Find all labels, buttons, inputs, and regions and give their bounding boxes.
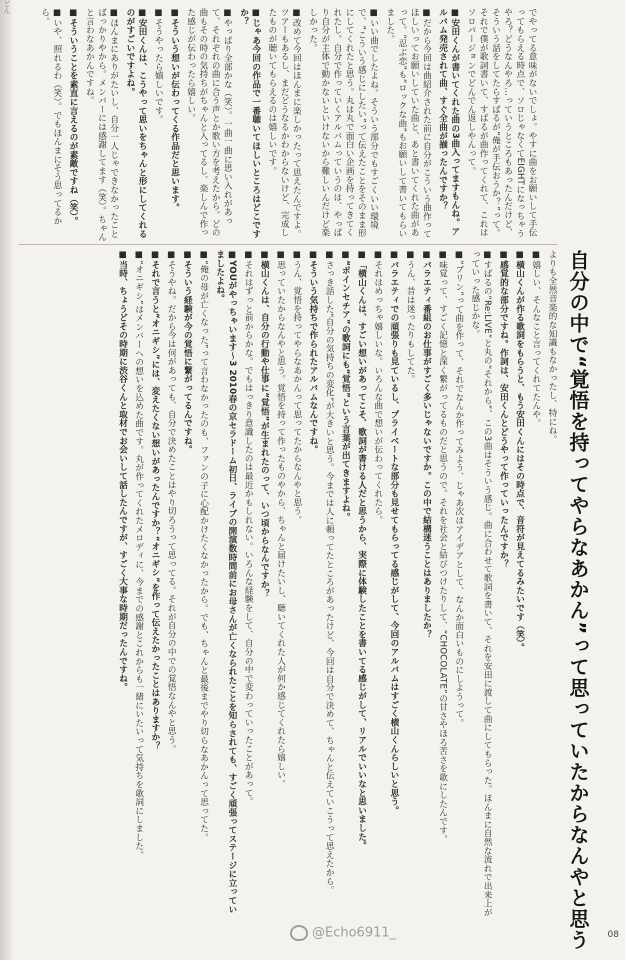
lower-paragraph-16: ■思っていたからなんやと思う。覚悟を持って作ったものやから、ちゃんと届けたいし、聴いてくれた人が何か感じてくれたら嬉しい。 <box>275 250 286 789</box>
lower-paragraph-8: ■うん、昔は迷ったりもしてた。 <box>405 250 416 384</box>
lower-paragraph-18: ■それはずっと前からかな。でもはっきり意識したのは最近かもしれない。いろんな経験をして、自分の中で変わっていったことがあって。 <box>243 250 254 806</box>
lower-paragraph-23: ■それで言うと“オニギシ”には、変えたくない想いがあったんですか？“オニギシ”を作って伝えたかったことはありますか？ <box>149 250 160 750</box>
upper-paragraph-3: ■いい曲でしたよね。そういう部分でもすごくいい環境で、“こういう感じにしたい”って伝えたことをそのまま形にしてくれたと思う。丸は丸で面白い企画を持ってきてくれたし。自分で作っていくアルバムっていうのは、やっぱり自分が主体で動かないといけないから難しいんだけど楽しかった。 <box>307 8 379 238</box>
lower-paragraph-21: ■そういう経験が今の覚悟に繋がってるんですね。 <box>182 250 193 454</box>
upper-paragraph-6: ■やっぱり全部かな（笑）。一曲一曲に思い入れがあって、それぞれの曲に合う声とか歌い方を考えたから。どの曲もその時の気持ちがちゃんと入ってるし、楽しんで作った感じが伝わったら嬉しい。 <box>185 8 233 237</box>
lower-paragraph-6: ■味覚って、すごく記憶と深く繋がってるものだと思うので。それを社会と結びつけたりして、“CHOCOLATE”の甘さやほろ苦さを歌にしたんです。 <box>437 250 448 844</box>
lower-paragraph-5: ■“ブリン”って曲を作って、それでなんか作ってみよう、じゃあ次はアイデアとして、なんか面白いものにしようって。 <box>453 250 464 728</box>
lower-paragraph-3: ■感覚的な部分ですね。作詞は、安田くんとどうやって作っていったんですか？ <box>498 250 509 569</box>
upper-text-block <box>18 8 538 242</box>
page-binding <box>0 0 14 960</box>
watermark-text: @Echo6911_ <box>312 925 397 941</box>
lower-paragraph-19: ■YOUがやっちゃいます～3 2010春の京セラドーム初日、ライブの開演数時間前にお母さんが亡くなられたことを知らされても、すごく頑張ってステージに立っていましたよね。 <box>214 250 237 914</box>
lower-paragraph-10: ■それはめっちゃ嬉しいな。いろんな曲で想いが伝わってくれたら。 <box>372 250 383 525</box>
weibo-icon <box>290 925 308 941</box>
upper-paragraph-0: でやってる意味がないでしょ。やすに曲をお願いして手伝ってもらえる時点で、ソロじゃなくてEIGHTになっちゃうやろ？どうなんやろ…っていうところもあったんだけど、そういう話をしてたらすばるが“俺が手伝おうか？”って。それで僕が歌詞書いて、すばるが曲作ってくれて、これはソロパージョンでどんでん返しやんって。 <box>465 8 537 238</box>
page-number: 08 <box>607 930 619 940</box>
upper-paragraph-11: ■そういうことを素直に言えるのが素敵ですね（笑）。 <box>68 8 79 226</box>
upper-paragraph-10: ■ほんまにありがたいし、自分一人じゃできなかったことばっかりやから。メンバーには感謝してます（笑）。ちゃんと言わなあかんですね。 <box>84 8 119 242</box>
upper-paragraph-1: ■安田くんが書いてくれた曲の3曲入ってますもんね。アルバム発売されて曲、すぐ全曲が揃ったんですか？ <box>437 8 460 236</box>
lower-paragraph-9: ■バラエティでの頑張りも見ているし、プライベートな部分も見せてもらってる感じがして、今回のアルバムはすごく横山くんらしいと思う。 <box>388 250 399 815</box>
lower-paragraph-7: ■バラエティ番組のお仕事がすごく多いじゃないですか。この中で結構迷うことはありましたか？ <box>421 250 432 639</box>
lower-paragraph-12: ■“ポインセチア”の歌詞にも“覚悟”という言葉が出てきますよね。 <box>340 250 351 522</box>
block-divider <box>18 244 558 245</box>
lower-paragraph-20: ■“俺の母が亡くなった”って言わなかったのも、ファンの子に心配かけたくなかったから。でも、ちゃんと最後までやり切らなあかんって思ってた。 <box>198 250 209 842</box>
lower-paragraph-4: ■すばるの“Re:LIVE”と丸の“それから”、この3曲はそういう感じ。曲に合わせて歌詞を書いて、それを安田に渡して曲にしてもらった。ほんまに自然な流れで出来上がっていった感じかな。 <box>469 250 493 917</box>
upper-paragraph-5: ■じゃあ今回の作品で一番聴いてほしいところはどこですか？ <box>238 8 261 239</box>
lower-paragraph-2: ■横山くんが作る歌詞をもらうと、もう安田くんにはその時点で、音符が見えてるみたいです（笑）。 <box>514 250 525 652</box>
lower-paragraph-1: ■嬉しい、そんなこと言ってくれてたんや。 <box>530 250 541 428</box>
upper-paragraph-7: ■そういう想いが伝わってくる作品だと思います。 <box>169 8 180 212</box>
lower-paragraph-25: ■当時、ちょうどその時期に渋谷くんと取材でお会いして話したんですが、すごく大事な時期だったんですね。 <box>117 250 128 692</box>
side-fragment: どん <box>3 0 11 14</box>
lower-paragraph-11: ■「横山くんは、すごい想いがあってこそ、歌詞が書ける人だと思うから、実際に体験したことを書いてる感じがして、リアルでいいなと思いました。 <box>356 250 367 850</box>
upper-paragraph-2: ■だから今回は曲紹介された前に自分がこういう曲作ってほしいってお願いしていた曲と、あと書いてくれた曲があって。“忍ぶ恋”も“ロックな曲”もお願いして書いてもらいました。 <box>384 8 432 239</box>
upper-paragraph-4: ■改めて今回はほんまに楽しかったって思えたんですよ。ツアーもあるし、まだどうなるかわからないけど、完成したものが聴いてもらえるのは嬉しいです。 <box>266 8 302 239</box>
upper-paragraph-9: ■安田くんは、こうやって思いをちゃんと形にしてくれるのがすごいですよね。 <box>124 8 148 239</box>
watermark <box>290 925 396 941</box>
lower-paragraph-22: ■そうやね。だから今は何があっても、自分で決めたことはやり切ろうって思ってる。それが自分の中での覚悟なんやと思う。 <box>166 250 177 753</box>
lower-paragraph-15: ■うん、覚悟を持ってやらなあかんって思ってたからなんやと思う。 <box>291 250 302 525</box>
lower-paragraph-14: ■そういう気持ちで作られたアルバムなんですね。 <box>307 250 318 454</box>
lower-paragraph-0: よりも全然音楽的な知識もなかったし、特にね。 <box>547 250 557 444</box>
lower-text-block <box>18 250 558 918</box>
lower-paragraph-13: ■さっき話した“自分の気持ちの変化”が大きいと思う。今までは人に頼ってたところがあったけど、今回は自分で決めて、ちゃんと伝えていこうって思えたから。 <box>324 250 335 895</box>
upper-paragraph-8: ■そうやったら嬉しいです。 <box>153 8 164 124</box>
headline: 自分の中で“覚悟を持ってやらなあかん”って思っていたからなんやと思う <box>566 250 590 951</box>
lower-paragraph-17: ■横山くんは、自分の行動や仕事に“覚悟”が生まれたのって、いつ頃からなんですか？ <box>259 250 270 598</box>
lower-paragraph-24: ■“オニギシ”はメンバーへの想いを込めた曲です。丸が作ってくれたメロディに、今までの感謝とこれからも一緒にいたいって気持ちを歌詞にしました。 <box>133 250 144 860</box>
upper-paragraph-12: ■いや、照れるわ（笑）。でもほんまにそう思ってるから。 <box>39 8 62 226</box>
